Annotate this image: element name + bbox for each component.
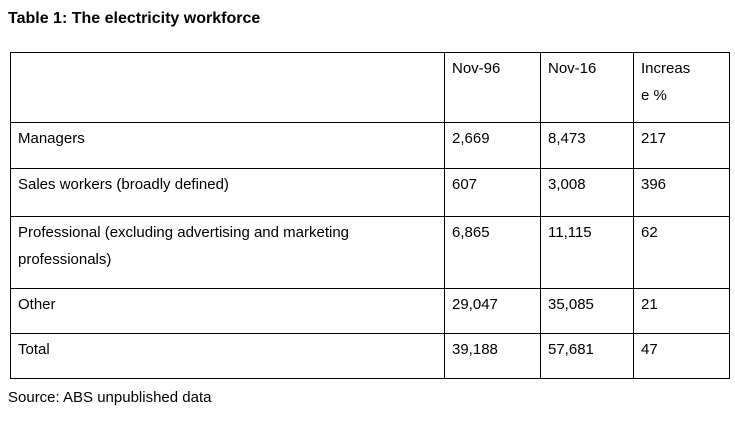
row-label-cell: Total <box>11 334 445 379</box>
header-nov16: Nov-16 <box>541 53 634 123</box>
nov96-value-cell: 29,047 <box>445 289 541 334</box>
table-title: Table 1: The electricity workforce <box>8 10 261 27</box>
header-increase-pct-label: Increase % <box>641 60 691 104</box>
table-header-row <box>11 53 730 123</box>
nov96-value-cell: 2,669 <box>445 123 541 169</box>
table-row-managers <box>11 123 730 169</box>
source-note: Source: ABS unpublished data <box>8 389 212 406</box>
table-row-total <box>11 334 730 379</box>
row-label-cell: Sales workers (broadly defined) <box>11 169 445 217</box>
header-increase-pct <box>634 53 730 123</box>
electricity-workforce-table <box>10 52 730 379</box>
increase-pct-value-cell: 62 <box>634 217 730 289</box>
nov96-value-cell: 6,865 <box>445 217 541 289</box>
header-nov96: Nov-96 <box>445 53 541 123</box>
nov16-value-cell: 35,085 <box>541 289 634 334</box>
row-label-cell: Professional (excluding advertising and marketing professionals) <box>11 217 445 289</box>
row-label-cell: Managers <box>11 123 445 169</box>
nov16-value-cell: 8,473 <box>541 123 634 169</box>
table-row-professional <box>11 217 730 289</box>
row-label-cell: Other <box>11 289 445 334</box>
nov16-value-cell: 11,115 <box>541 217 634 289</box>
table-row-sales-workers <box>11 169 730 217</box>
increase-pct-value-cell: 47 <box>634 334 730 379</box>
nov96-value-cell: 607 <box>445 169 541 217</box>
table-row-other <box>11 289 730 334</box>
document-page <box>0 10 735 434</box>
nov16-value-cell: 3,008 <box>541 169 634 217</box>
increase-pct-value-cell: 217 <box>634 123 730 169</box>
increase-pct-value-cell: 21 <box>634 289 730 334</box>
nov16-value-cell: 57,681 <box>541 334 634 379</box>
header-empty-cell <box>11 53 445 123</box>
increase-pct-value-cell: 396 <box>634 169 730 217</box>
nov96-value-cell: 39,188 <box>445 334 541 379</box>
